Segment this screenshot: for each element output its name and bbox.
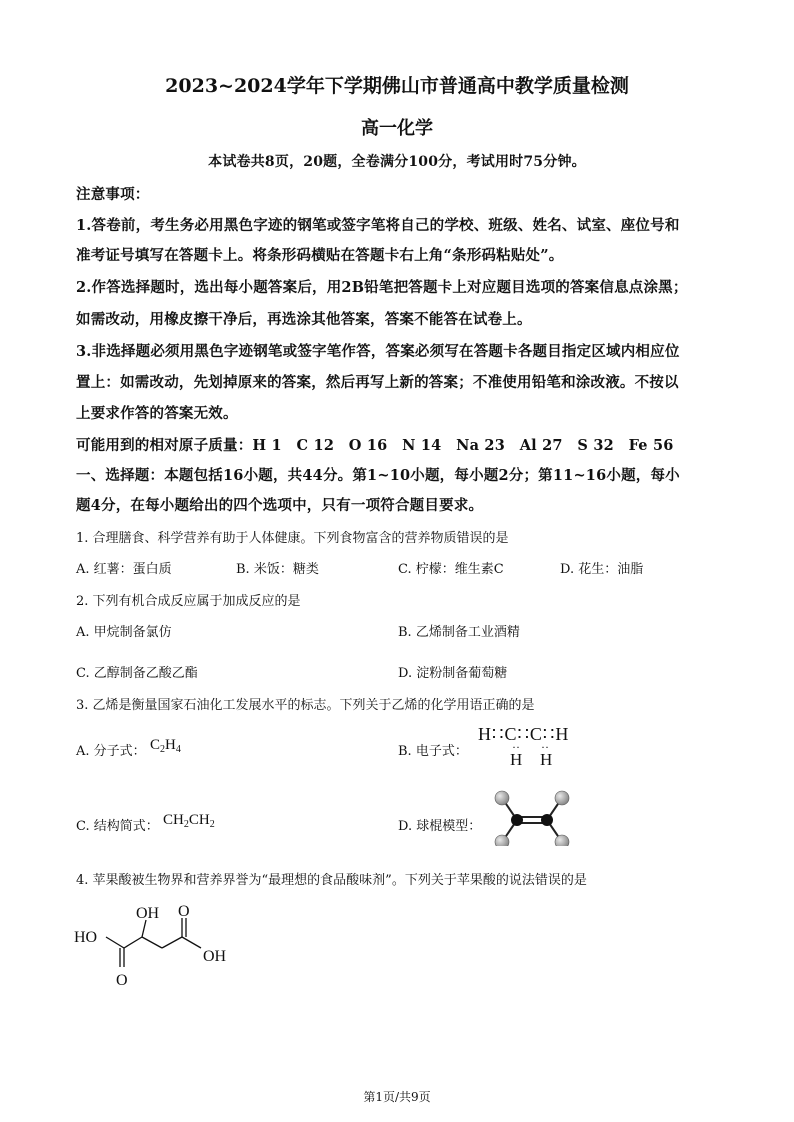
- formula-h: H: [165, 737, 176, 753]
- q2-option-d: D. 淀粉制备葡萄糖: [398, 666, 508, 681]
- q3-option-c-formula: [163, 812, 215, 830]
- q4-stem: 4. 苹果酸被生物界和营养界誉为“最理想的食品酸味剂”。下列关于苹果酸的说法错误的是: [76, 873, 587, 888]
- q1-stem: 1. 合理膳食、科学营养有助于人体健康。下列食物富含的营养物质错误的是: [76, 531, 509, 546]
- malic-acid-structure: [72, 898, 242, 993]
- q3-option-d-label: D. 球棍模型：: [398, 819, 482, 834]
- label-o-bottom: O: [116, 972, 128, 989]
- formula-subscript-1: 2: [183, 819, 189, 830]
- q3-option-a-formula: [150, 737, 181, 755]
- section-1-line-1: 一、选择题：本题包括16小题，共44分。第1~10小题，每小题2分；第11~16小题，每小: [76, 467, 680, 484]
- ball-stick-model-image: [484, 786, 584, 846]
- q2-option-c: C. 乙醇制备乙酸乙酯: [76, 666, 198, 681]
- note-3-line-2: 置上：如需改动，先划掉原来的答案，然后再写上新的答案；不准使用铅笔和涂改液。不按以: [76, 374, 679, 391]
- note-2-line-1: 2.作答选择题时，选出每小题答案后，用2B铅笔把答题卡上对应题目选项的答案信息点涂黑；: [76, 279, 688, 296]
- label-ho-left: HO: [74, 929, 98, 946]
- notes-heading: 注意事项：: [76, 186, 150, 203]
- q2-option-a: A. 甲烷制备氯仿: [76, 625, 172, 640]
- q2-option-b: B. 乙烯制备工业酒精: [398, 625, 520, 640]
- q3-electron-dots-2: ··: [541, 740, 549, 754]
- note-3-line-3: 上要求作答的答案无效。: [76, 405, 238, 422]
- section-1-line-2: 题4分，在每小题给出的四个选项中，只有一项符合题目要求。: [76, 497, 484, 514]
- formula-c-subscript: 2: [160, 744, 166, 755]
- note-1-line-2: 准考证号填写在答题卡上。将条形码横贴在答题卡右上角“条形码粘贴处”。: [76, 247, 564, 264]
- exam-info: 本试卷共8页，20题，全卷满分100分，考试用时75分钟。: [208, 154, 586, 170]
- formula-ch-1: CH: [163, 812, 184, 828]
- formula-c: C: [150, 737, 161, 753]
- note-1-line-1: 1.答卷前，考生务必用黑色字迹的钢笔或签字笔将自己的学校、班级、姓名、试室、座位号和: [76, 217, 680, 234]
- formula-subscript-2: 2: [209, 819, 215, 830]
- q3-electron-dots-1: ··: [512, 740, 520, 754]
- q3-option-b-label: B. 电子式：: [398, 744, 468, 759]
- q1-option-a: A. 红薯：蛋白质: [76, 562, 172, 577]
- formula-ch-2: CH: [188, 812, 210, 828]
- q3-electron-formula: H∷C∷C∷H: [478, 724, 570, 744]
- note-3-line-1: 3.非选择题必须用黑色字迹钢笔或签字笔作答，答案必须写在答题卡各题目指定区域内相应位: [76, 343, 680, 360]
- atomic-masses: 可能用到的相对原子质量：H 1 C 12 O 16 N 14 Na 23 Al 27 S 32 Fe 56: [76, 437, 674, 454]
- label-o-top: O: [178, 903, 190, 920]
- q3-electron-h-2: H: [540, 750, 553, 769]
- q2-stem: 2. 下列有机合成反应属于加成反应的是: [76, 594, 301, 609]
- q3-option-a-label: A. 分子式：: [76, 744, 146, 759]
- q3-option-c-label: C. 结构简式：: [76, 819, 159, 834]
- subject-title: 高一化学: [361, 118, 433, 139]
- q1-option-c: C. 柠檬：维生素C: [398, 562, 504, 577]
- exam-title: 2023~2024学年下学期佛山市普通高中教学质量检测: [165, 75, 629, 97]
- q3-stem: 3. 乙烯是衡量国家石油化工发展水平的标志。下列关于乙烯的化学用语正确的是: [76, 698, 535, 713]
- note-2-line-2: 如需改动，用橡皮擦干净后，再选涂其他答案，答案不能答在试卷上。: [76, 311, 532, 328]
- label-oh-right: OH: [203, 948, 227, 965]
- q3-electron-h-1: H: [510, 750, 523, 769]
- label-oh-top: OH: [136, 905, 160, 922]
- q1-option-b: B. 米饭：糖类: [236, 562, 319, 577]
- formula-h-subscript: 4: [175, 744, 181, 755]
- page-footer: 第1页/共9页: [363, 1090, 431, 1104]
- q1-option-d: D. 花生：油脂: [560, 562, 644, 577]
